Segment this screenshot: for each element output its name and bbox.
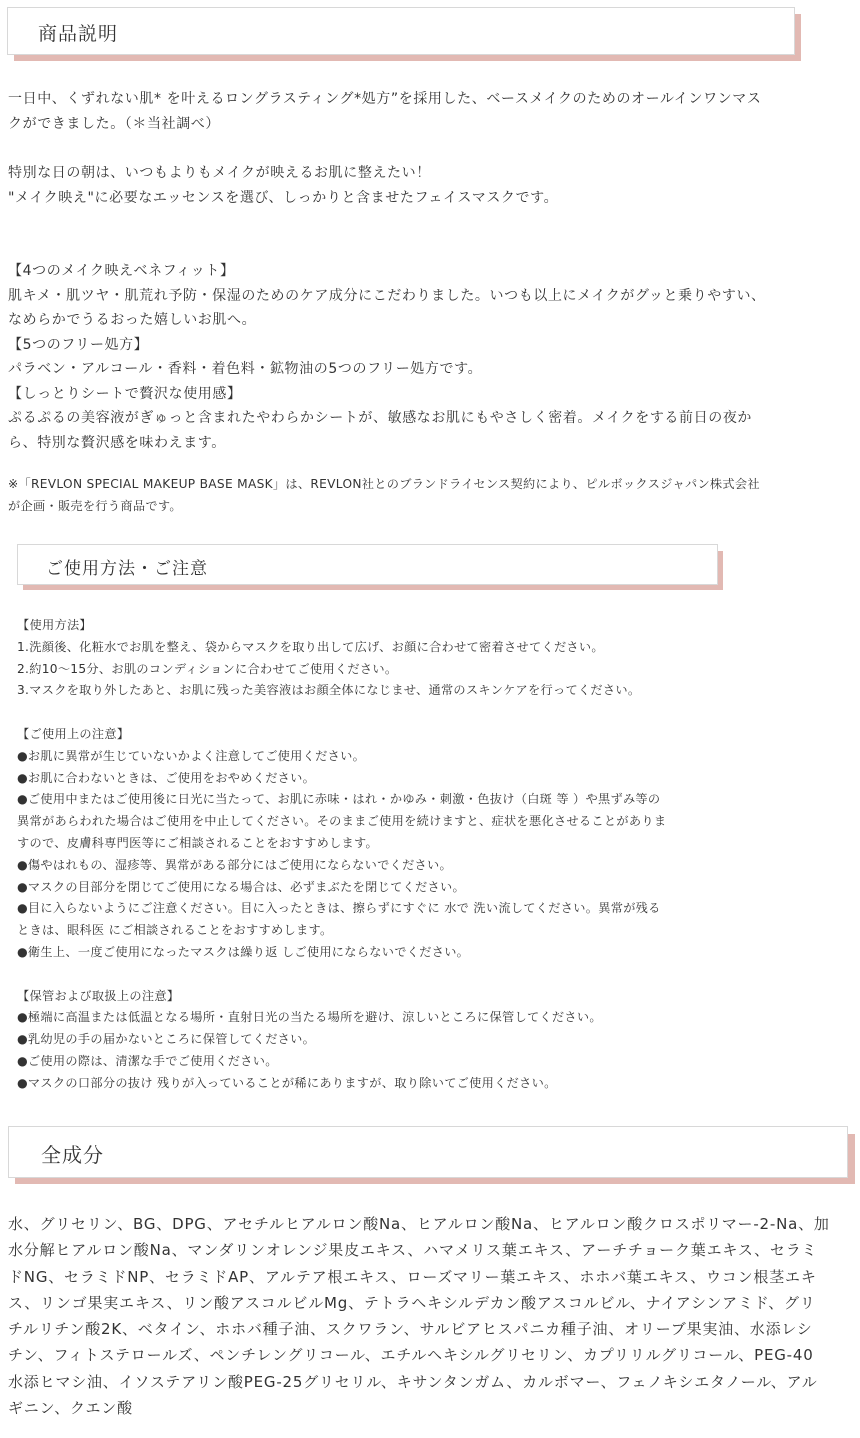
section-heading-description-text: 商品説明: [38, 23, 119, 45]
section-heading-ingredients-text: 全成分: [41, 1143, 104, 1167]
usage-instructions: 【使用方法】 1.洗顔後、化粧水でお肌を整え、袋からマスクを取り出して広げ、お顔に合わせて密着させてください。 2.約10〜15分、お肌のコンディションに合わせてご使用ください。 3.マスクを取り外したあと、お肌に残った美容液はお顔全体になじませ、通常のスキンケアを行ってください。 【ご使用上の注意】 ●お肌に異常が生じていないかよく注意してご使用ください。 ●お肌に合わないときは、ご使用をおやめください。 ●ご使用中またはご使用後に日光に当たって、お肌に赤味・はれ・かゆみ・刺激・色抜け（白斑 等 ）や黒ずみ等の 異常があらわれた場合はご使用を中止してください。そのままご使用を続けますと、症状を悪化させることがありま すので、皮膚科専門医等にご相談されることをおすすめします。 ●傷やはれもの、湿疹等、異常がある部分にはご使用にならないでください。 ●マスクの目部分を閉じてご使用になる場合は、必ずまぶたを閉じてください。 ●目に入らないようにご注意ください。目に入ったときは、擦らずにすぐに 水で 洗い流してください。異常が残る ときは、眼科医 にご相談されることをおすすめします。 ●衛生上、一度ご使用になったマスクは繰り返 しご使用にならないでください。 【保管および取扱上の注意】 ●極端に高温または低温となる場所・直射日光の当たる場所を避け、涼しいところに保管してください。 ●乳幼児の手の届かないところに保管してください。 ●ご使用の際は、清潔な手でご使用ください。 ●マスクの口部分の抜け 残りが入っていることが稀にありますが、取り除いてご使用ください。: [17, 618, 667, 1090]
license-note: ※「REVLON SPECIAL MAKEUP BASE MASK」は、REVLON社とのブランドライセンス契約により、ピルボックスジャパン株式会社 が企画・販売を行う商品です。: [8, 477, 760, 513]
section-heading-ingredients: [8, 1126, 848, 1178]
description-special: 特別な日の朝は、いつもよりもメイクが映えるお肌に整えたい！ "メイク映え"に必要なエッセンスを選び、しっかりと含ませたフェイスマスクです。: [8, 165, 559, 206]
description-features: 【4つのメイク映えベネフィット】 肌キメ・肌ツヤ・肌荒れ予防・保湿のためのケア成分にこだわりました。いつも以上にメイクがグッと乗りやすい、 なめらかでうるおった嬉しいお肌へ。 【5つのフリー処方】 パラベン・アルコール・香料・着色料・鉱物油の5つのフリー処方です。 【しっとりシートで贅沢な使用感】 ぷるぷるの美容液がぎゅっと含まれたやわらかシートが、敏感なお肌にもやさしく密着。メイクをする前日の夜か ら、特別な贅沢感を味わえます。: [8, 263, 766, 451]
section-heading-description: [7, 7, 795, 55]
ingredients-list: 水、グリセリン、BG、DPG、アセチルヒアルロン酸Na、ヒアルロン酸Na、ヒアルロン酸クロスポリマー-2-Na、加 水分解ヒアルロン酸Na、マンダリンオレンジ果皮エキス、ハマメリス葉エキス、アーチチョーク葉エキス、セラミ ドNG、セラミドNP、セラミドAP、アルテア根エキス、ローズマリー葉エキス、ホホバ葉エキス、ウコン根茎エキ ス、リンゴ果実エキス、リン酸アスコルビルMg、テトラヘキシルデカン酸アスコルビル、ナイアシンアミド、グリ チルリチン酸2K、ベタイン、ホホバ種子油、スクワラン、サルビアヒスパニカ種子油、オリーブ果実油、水添レシ チン、フィトステロールズ、ペンチレングリコール、エチルヘキシルグリセリン、カプリリルグリコール、PEG-40 水添ヒマシ油、イソステアリン酸PEG-25グリセリル、キサンタンガム、カルボマー、フェノキシエタノール、アル ギニン、クエン酸: [8, 1215, 830, 1418]
section-heading-usage-text: ご使用方法・ご注意: [46, 559, 208, 579]
description-intro: 一日中、くずれない肌* を叶えるロングラスティング*処方”を採用した、ベースメイクのためのオールインワンマス クができました。（＊当社調べ）: [8, 91, 762, 132]
section-heading-usage: [17, 544, 718, 585]
